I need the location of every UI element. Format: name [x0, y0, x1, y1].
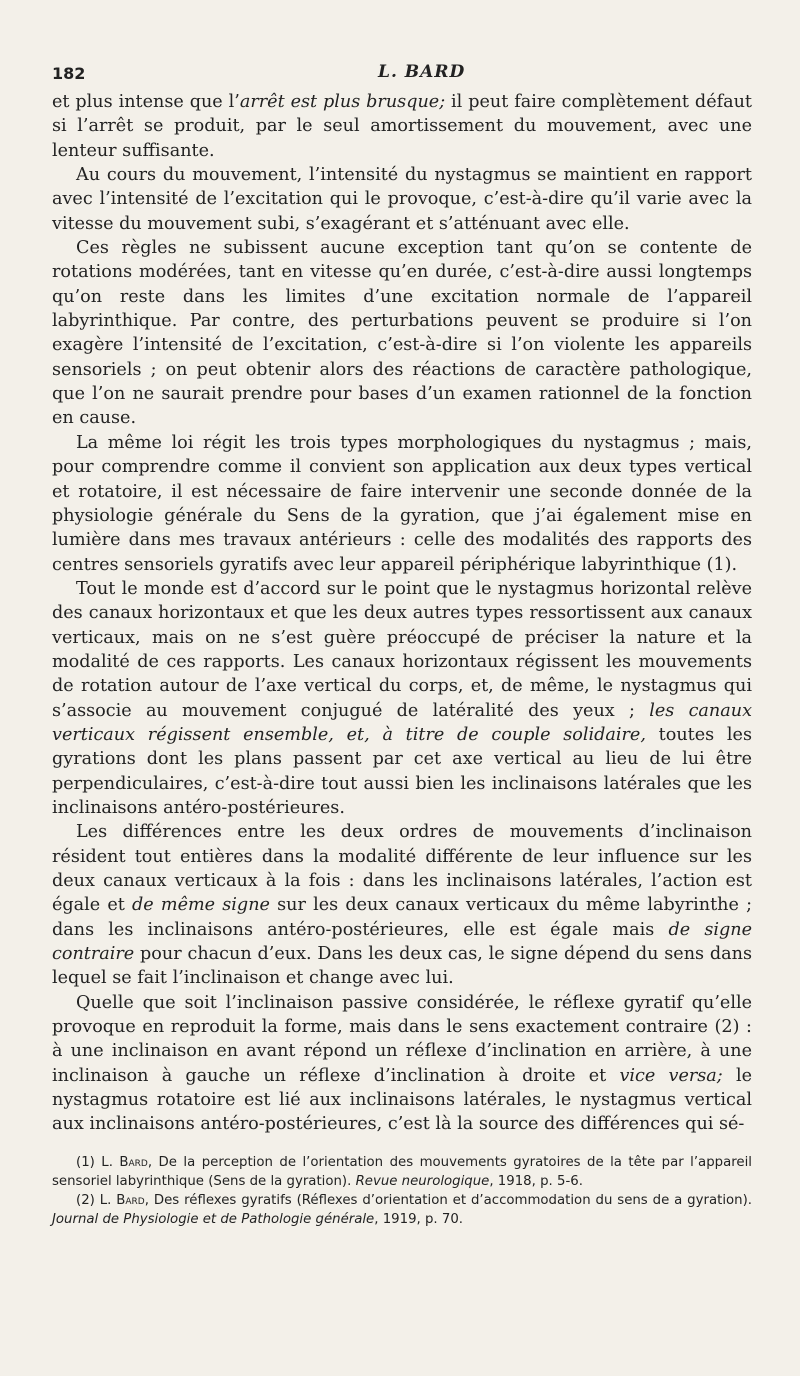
- page-header: [52, 58, 752, 90]
- italic-text-run: Revue neurologique: [355, 1173, 490, 1189]
- text-run: pour chacun d’eux. Dans les deux cas, le signe dépend du sens dans lequel se fait l’inclinaison et change avec lui.: [52, 944, 752, 989]
- author-name: Bard: [119, 1154, 148, 1170]
- text-run: Tout le monde est d’accord sur le point que le nystagmus horizontal relève des canaux horizontaux et que les deux autres types ressortissent aux canaux verticaux, mais on ne s’est guère préoccupé de préciser la nature et la modalité de ces rapports. Les canaux horizontaux régissent les mouvements de rotation autour de l’axe vertical du corps, et, de même, le nystagmus qui s’associe au mouvement conjugué de latéralité des yeux ;: [52, 578, 752, 721]
- italic-text-run: les canaux verticaux régissent ensemble, et, à titre de couple solidaire,: [52, 700, 752, 745]
- text-run: Ces règles ne subissent aucune exception tant qu’on se contente de rotations modérées, tant en vitesse qu’en durée, c’est-à-dire aussi longtemps qu’on reste dans les limites d’une excitation normale de l’appareil labyrinthique. Par contre, des perturbations peuvent se produire si l’on exagère l’intensité de l’excitation, c’est-à-dire si l’on violente les appareils sensoriels ; on peut obtenir alors des réactions de caractère pathologique, que l’on ne saurait prendre pour bases d’un examen rationnel de la fonction en cause.: [52, 238, 752, 429]
- page-number: 182: [52, 64, 86, 83]
- text-run: Les différences entre les deux ordres de mouvements d’inclinaison résident tout entières dans la modalité différente de leur influence sur les deux canaux verticaux à la fois : dans les inclinaisons latérales, l’action est égale et: [52, 822, 752, 916]
- text-run: , 1918, p. 5-6.: [489, 1173, 583, 1189]
- paragraph: [52, 90, 752, 163]
- text-run: (2) L.: [76, 1192, 117, 1208]
- text-run: et plus intense que l’: [52, 92, 240, 112]
- footnotes: [52, 1153, 752, 1229]
- paragraph: [52, 991, 752, 1137]
- text-run: le nystagmus rotatoire est lié aux inclinaisons latérales, le nystagmus vertical aux inclinaisons antéro-postérieures, c’est là la source des différences qui sé-: [52, 1065, 752, 1135]
- paragraph: [52, 431, 752, 577]
- paragraph: [52, 820, 752, 990]
- text-run: , De la perception de l’orientation des mouvements gyratoires de la tête par l’appareil sensoriel labyrinthique (Sens de la gyration).: [52, 1154, 752, 1189]
- paragraph: [52, 236, 752, 431]
- body-text: [52, 90, 752, 1137]
- author-name: Bard: [116, 1192, 145, 1208]
- text-run: , Des réflexes gyratifs (Réflexes d’orientation et d’accommodation du sens de a gyration).: [144, 1192, 752, 1208]
- paragraph: [52, 163, 752, 236]
- text-run: toutes les gyrations dont les plans passent par cet axe vertical au lieu de lui être perpendiculaires, c’est-à-dire tout aussi bien les inclinaisons latérales que les inclinaisons antéro-postérieures.: [52, 724, 752, 818]
- running-head: L. BARD: [378, 62, 466, 82]
- footnote: [52, 1191, 752, 1229]
- text-run: , 1919, p. 70.: [374, 1211, 464, 1227]
- italic-text-run: arrêt est plus brusque;: [239, 92, 446, 112]
- text-run: Quelle que soit l’inclinaison passive considérée, le réflexe gyratif qu’elle provoque en reproduit la forme, mais dans le sens exactement contraire (2) : à une inclinaison en avant répond un réflexe d’inclination en arrière, à une inclinaison à gauche un réflexe d’inclination à droite et: [52, 992, 752, 1086]
- text-run: il peut faire complètement défaut si l’arrêt se produit, par le seul amortissement du mouvement, avec une lenteur suffisante.: [52, 92, 753, 161]
- text-run: sur les deux canaux verticaux du même labyrinthe ; dans les inclinaisons antéro-postérieures, elle est égale mais: [52, 895, 752, 940]
- italic-text-run: vice versa;: [619, 1065, 723, 1086]
- italic-text-run: Journal de Physiologie et de Pathologie générale: [52, 1211, 375, 1227]
- text-run: La même loi régit les trois types morphologiques du nystagmus ; mais, pour comprendre comme il convient son application aux deux types vertical et rotatoire, il est nécessaire de faire intervenir une seconde donnée de la physiologie générale du Sens de la gyration, que j’ai également mise en lumière dans mes travaux antérieurs : celle des modalités des rapports des centres sensoriels gyratifs avec leur appareil périphérique labyrinthique (1).: [52, 432, 752, 575]
- italic-text-run: de même signe: [132, 895, 270, 916]
- text-run: (1) L.: [76, 1154, 120, 1170]
- footnote: [52, 1153, 752, 1191]
- page: [52, 58, 752, 1229]
- text-run: Au cours du mouvement, l’intensité du nystagmus se maintient en rapport avec l’intensité de l’excitation qui le provoque, c’est-à-dire qu’il varie avec la vitesse du mouvement subi, s’exagérant et s’atténuant avec elle.: [52, 165, 752, 234]
- italic-text-run: de signe contraire: [52, 919, 752, 965]
- paragraph: [52, 577, 752, 820]
